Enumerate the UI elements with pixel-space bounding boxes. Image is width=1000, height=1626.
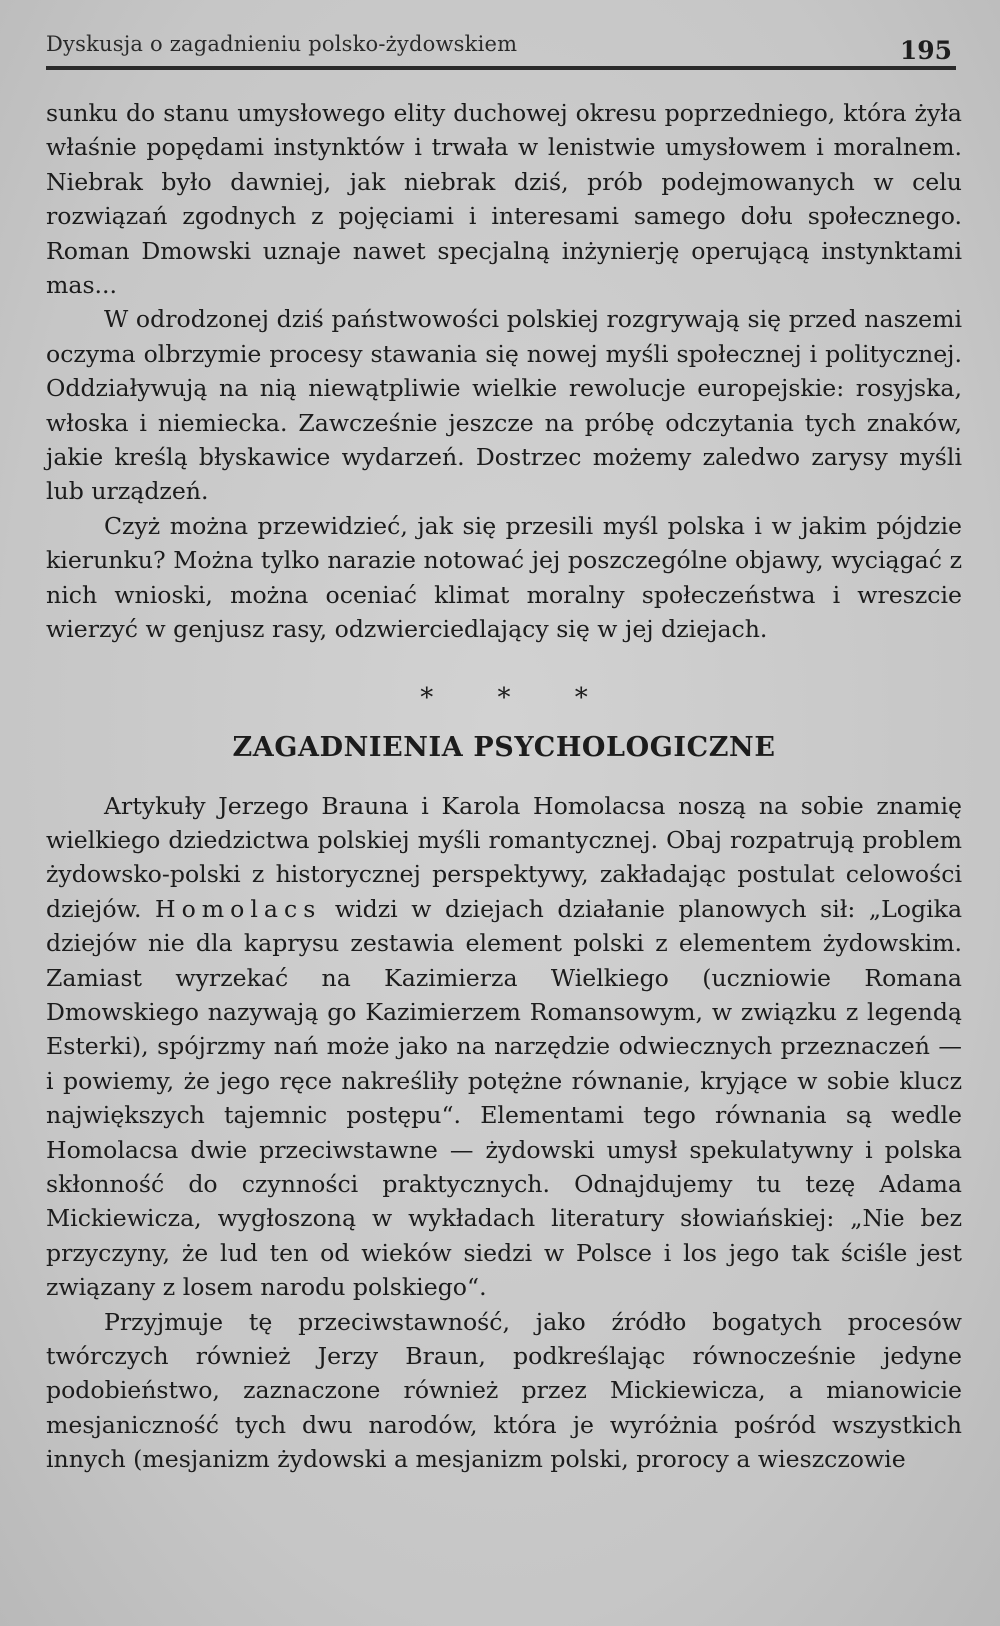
paragraph: Czyż można przewidzieć, jak się przesili myśl polska i w jakim pójdzie kierunku? Można tylko narazie notować jej poszczególne objawy, wyciągać z nich wnioski, można oceniać klimat moralny społeczeństwa i wreszcie wierzyć w genjusz rasy, odzwierciedlający się w jej dziejach. bbox=[46, 511, 962, 644]
running-title: Dyskusja o zagadnieniu polsko-żydowskiem bbox=[46, 32, 518, 56]
section-separator: * * * bbox=[420, 682, 588, 713]
header-rule bbox=[46, 66, 956, 70]
paragraph-text: widzi w dziejach działanie planowych sił: „Logika dziejów nie dla kaprysu zestawia element polski z elementem żydowskim. Zamiast wyrzekać na Kazimierza Wielkiego (uczniowie Romana Dmowskiego nazywają go Kazimierzem Romansowym, w związku z legendą Esterki), spójrzmy nań może jako na narzędzie odwiecznych przeznaczeń — i powiemy, że jego ręce nakreśliły potężne równanie, kryjące w sobie klucz największych tajemnic postępu“. Elementami tego równania są wedle Homolacsa dwie przeciwstawne — żydowski umysł spekulatywny i polska skłonność do czynności praktycznych. Odnajdujemy tu tezę Adama Mickiewicza, wygłoszoną w wykładach literatury słowiańskiej: „Nie bez przyczyny, że lud ten od wieków siedzi w Polsce i los jego tak ściśle jest związany z losem narodu polskiego“. bbox=[46, 894, 963, 1302]
running-header bbox=[46, 22, 966, 66]
paragraph: Przyjmuje tę przeciwstawność, jako źródło bogatych procesów twórczych również Jerzy Braun, podkreślając równocześnie jedyne podobieństwo, zaznaczone również przez Mickiewicza, a mianowicie mesjaniczność tych dwu narodów, która je wyróżnia pośród wszystkich innych (mesjanizm żydowski a mesjanizm polski, prorocy a wieszczowie bbox=[46, 1307, 962, 1474]
body-text bbox=[46, 96, 966, 1477]
section-heading: ZAGADNIENIA PSYCHOLOGICZNE bbox=[232, 731, 776, 763]
spaced-name: Homolacs bbox=[155, 894, 322, 923]
paragraph-text: Artykuły Jerzego Brauna i Karola Homolacsa noszą na sobie znamię wielkiego dziedzictwa polskiej myśli romantycznej. Obaj rozpatrują problem żydowsko-polski z historycznej perspektywy, zakładając postulat celowości dziejów. bbox=[46, 791, 962, 923]
paragraph: W odrodzonej dziś państwowości polskiej rozgrywają się przed naszemi oczyma olbrzymie procesy stawania się nowej myśli społecznej i politycznej. Oddziaływują na nią niewątpliwie wielkie rewolucje europejskie: rosyjska, włoska i niemiecka. Zawcześnie jeszcze na próbę odczytania tych znaków, jakie kreślą błyskawice wydarzeń. Dostrzec możemy zaledwo zarysy myśli lub urządzeń. bbox=[46, 305, 962, 506]
paragraph bbox=[46, 789, 962, 1305]
paragraph-continuation: sunku do stanu umysłowego elity duchowej okresu poprzedniego, która żyła właśnie popędami instynktów i trwała w lenistwie umysłowem i moralnem. Niebrak było dawniej, jak niebrak dziś, prób podejmowanych w celu rozwiązań zgodnych z pojęciami i interesami samego dołu społecznego. Roman Dmowski uznaje nawet specjalną inżynierję operującą instynktami mas... bbox=[46, 99, 962, 300]
page-number: 195 bbox=[899, 36, 952, 65]
